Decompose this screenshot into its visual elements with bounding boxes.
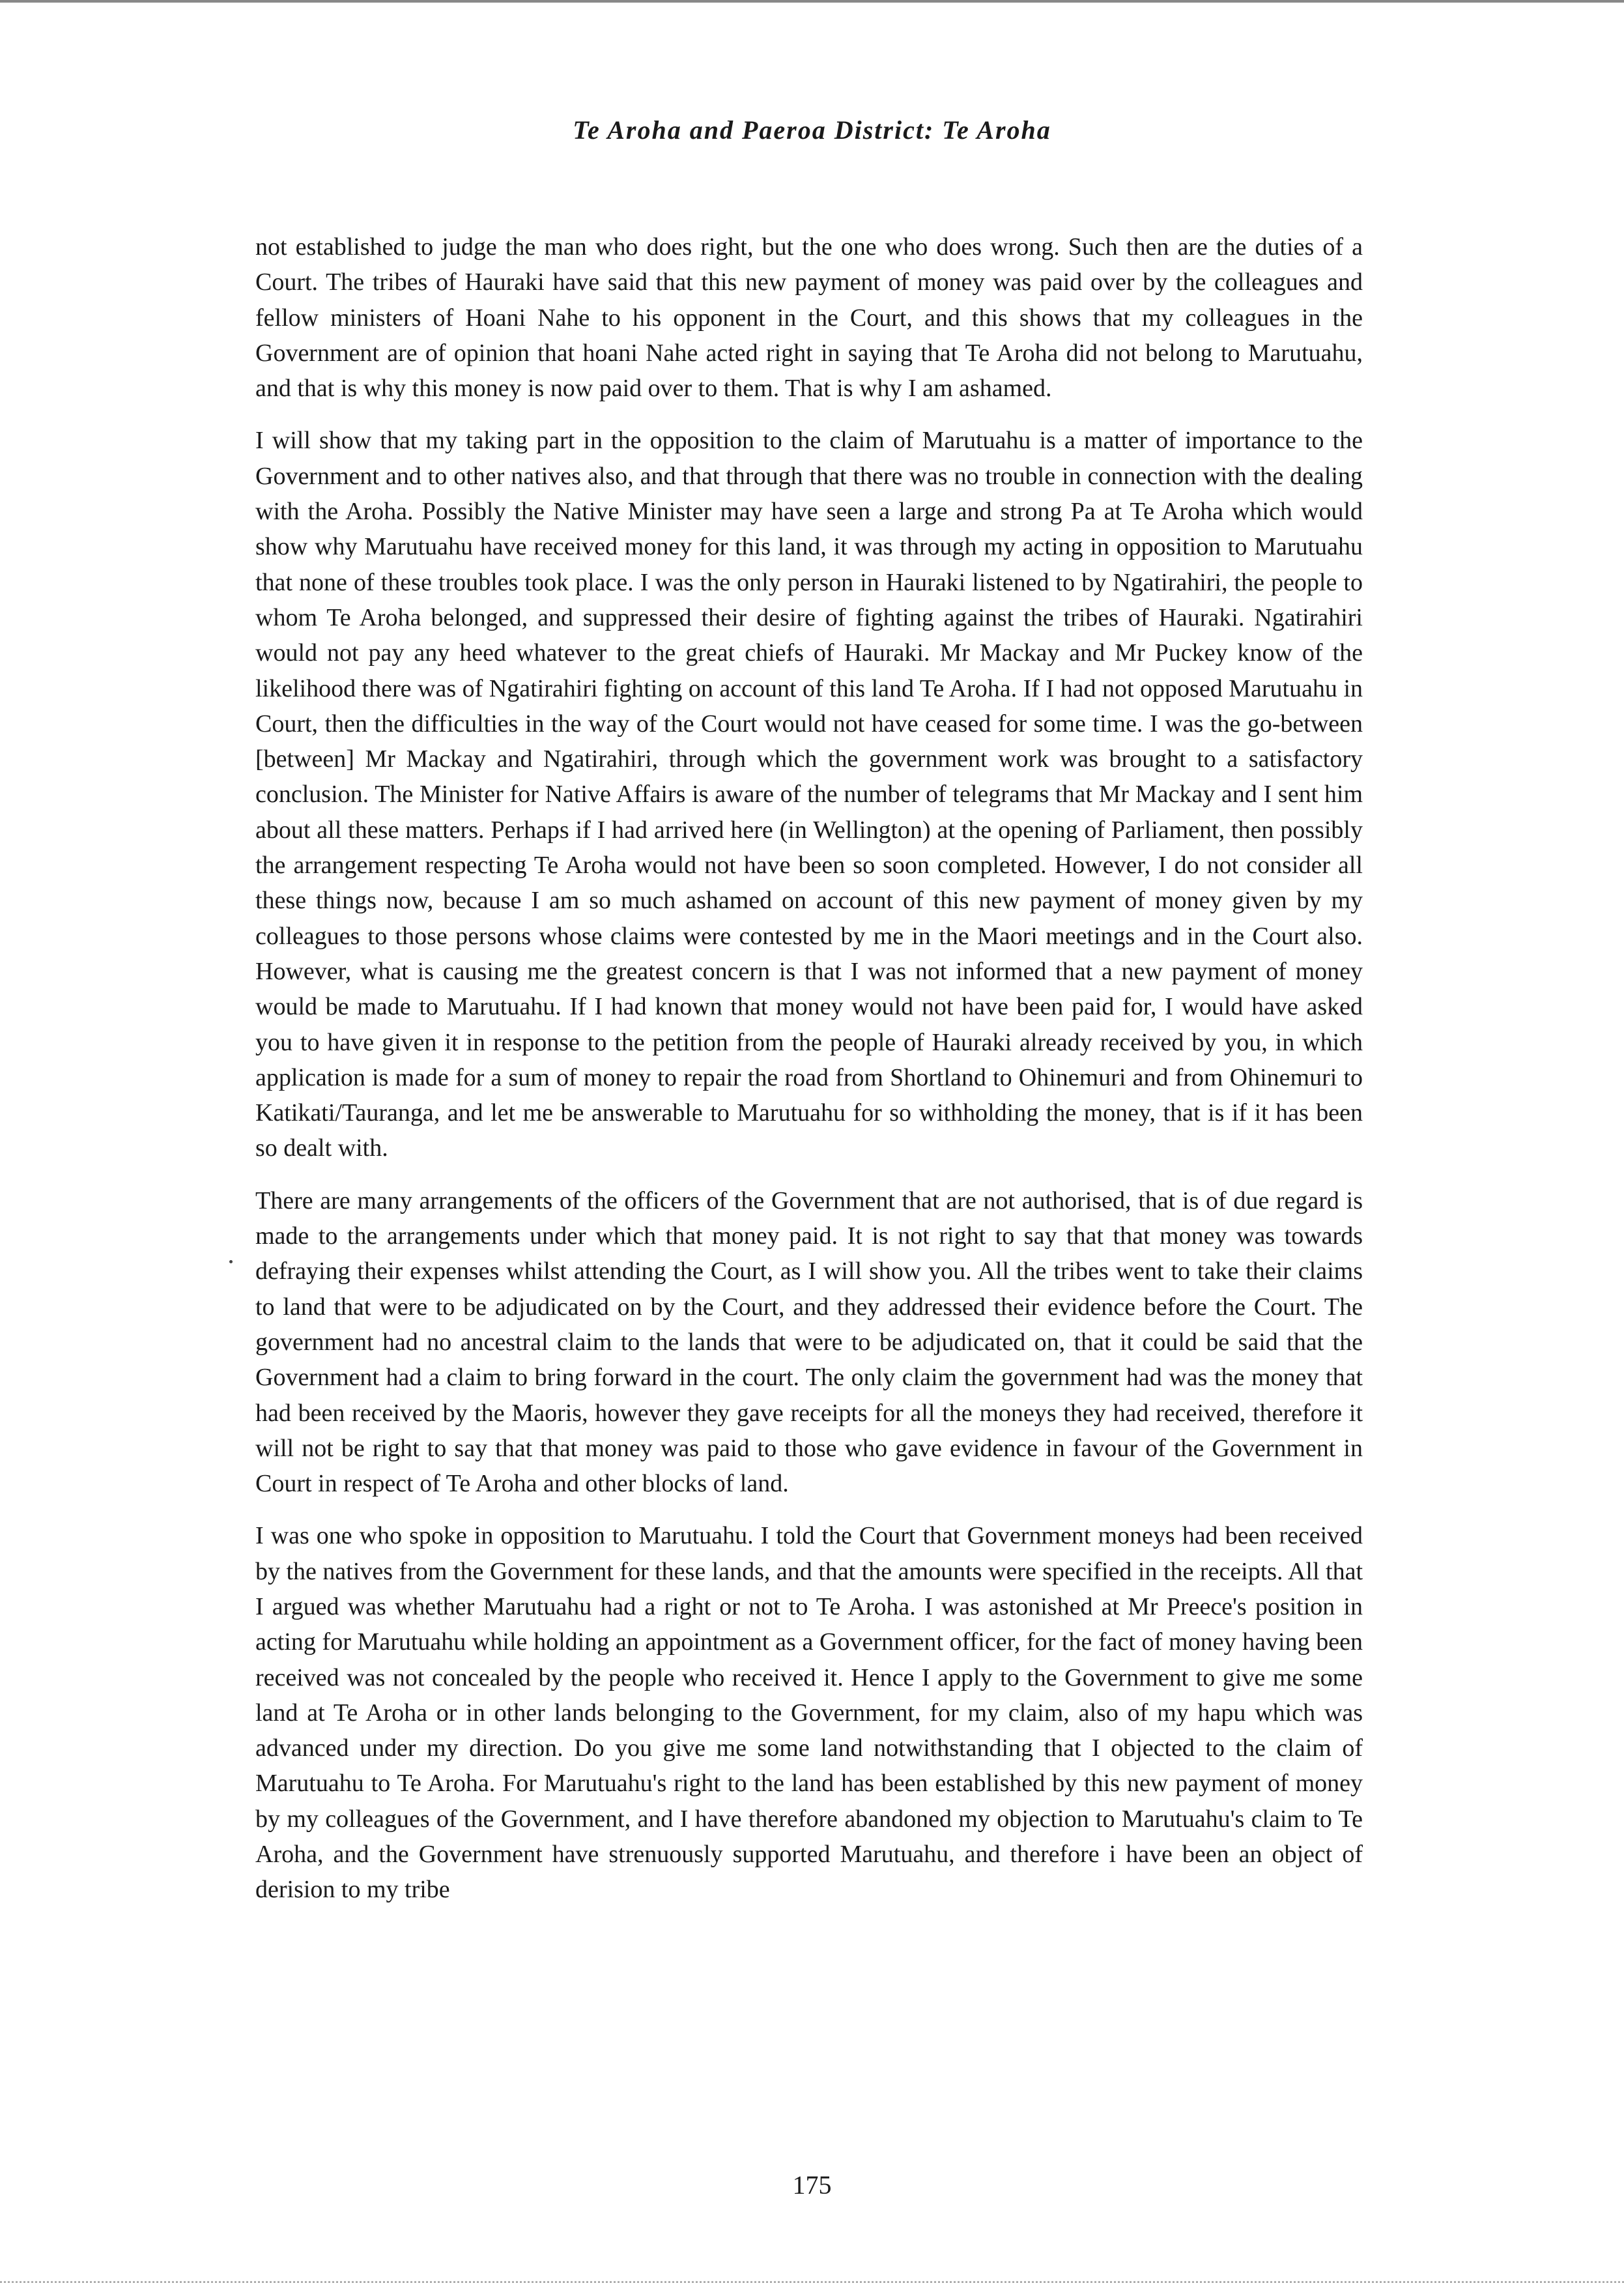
body-text <box>255 229 1363 1925</box>
scan-speck <box>229 1260 233 1263</box>
paragraph-3: There are many arrangements of the officers of the Government that are not authorised, that is of due regard is made to the arrangements under which that money paid. It is not right to say that that money was towards defraying their expenses whilst attending the Court, as I will show you. All the tribes went to take their claims to land that were to be adjudicated on by the Court, and they addressed their evidence before the Court. The government had no ancestral claim to the lands that were to be adjudicated on, that it could be said that the Government had a claim to bring forward in the court. The only claim the government had was the money that had been received by the Maoris, however they gave receipts for all the moneys they had received, therefore it will not be right to say that that money was paid to those who gave evidence in favour of the Government in Court in respect of Te Aroha and other blocks of land. <box>255 1186 1363 1498</box>
paragraph-2: I will show that my taking part in the opposition to the claim of Marutuahu is a matter of importance to the Government and to other natives also, and that through that there was no trouble in connection with the dealing with the Aroha. Possibly the Native Minister may have seen a large and strong Pa at Te Aroha which would show why Marutuahu have received money for this land, it was through my acting in opposition to Marutuahu that none of these troubles took place. I was the only person in Hauraki listened to by Ngatirahiri, the people to whom Te Aroha belonged, and suppressed their desire of fighting against the tribes of Hauraki. Ngatirahiri would not pay any heed whatever to the great chiefs of Hauraki. Mr Mackay and Mr Puckey know of the likelihood there was of Ngatirahiri fighting on account of this land Te Aroha. If I had not opposed Marutuahu in Court, then the difficulties in the way of the Court would not have ceased for some time. I was the go-between [between] Mr Mackay and Ngatirahiri, through which the government work was brought to a satisfactory conclusion. The Minister for Native Affairs is aware of the number of telegrams that Mr Mackay and I sent him about all these matters. Perhaps if I had arrived here (in Wellington) at the opening of Parliament, then possibly the arrangement respecting Te Aroha would not have been so soon completed. However, I do not consider all these things now, because I am so much ashamed on account of this new payment of money given by my colleagues to those persons whose claims were contested by me in the Maori meetings and in the Court also. However, what is causing me the greatest concern is that I was not informed that a new payment of money would be made to Marutuahu. If I had known that money would not have been paid for, I would have asked you to have given it in response to the petition from the people of Hauraki already received by you, in which application is made for a sum of money to repair the road from Shortland to Ohinemuri and from Ohinemuri to Katikati/Tauranga, and let me be answerable to Marutuahu for so withholding the money, that is if it has been so dealt with. <box>255 427 1363 1162</box>
running-head: Te Aroha and Paeroa District: Te Aroha <box>573 115 1051 145</box>
paragraph-4: I was one who spoke in opposition to Marutuahu. I told the Court that Government moneys had been received by the natives from the Government for these lands, and that the amounts were specified in the receipts. All that I argued was whether Marutuahu had a right or not to Te Aroha. I was astonished at Mr Preece's position in acting for Marutuahu while holding an appointment as a Government officer, for the fact of money having been received was not concealed by the people who received it. Hence I apply to the Government to give me some land at Te Aroha or in other lands belonging to the Government, for my claim, also of my hapu which was advanced under my direction. Do you give me some land notwithstanding that I objected to the claim of Marutuahu to Te Aroha. For Marutuahu's right to the land has been established by this new payment of money by my colleagues of the Government, and I have therefore abandoned my objection to Marutuahu's claim to Te Aroha, and the Government have strenuously supported Marutuahu, and therefore i have been an object of derision to my tribe <box>255 1522 1363 1904</box>
scan-edge-top <box>0 0 1624 3</box>
page-number: 175 <box>792 2170 832 2200</box>
paragraph-1: not established to judge the man who does right, but the one who does wrong. Such then are the duties of a Court. The tribes of Hauraki have said that this new payment of money was paid over by the colleagues and fellow ministers of Hoani Nahe to his opponent in the Court, and this shows that my colleagues in the Government are of opinion that hoani Nahe acted right in saying that Te Aroha did not belong to Marutuahu, and that is why this money is now paid over to them. That is why I am ashamed. <box>255 233 1363 403</box>
